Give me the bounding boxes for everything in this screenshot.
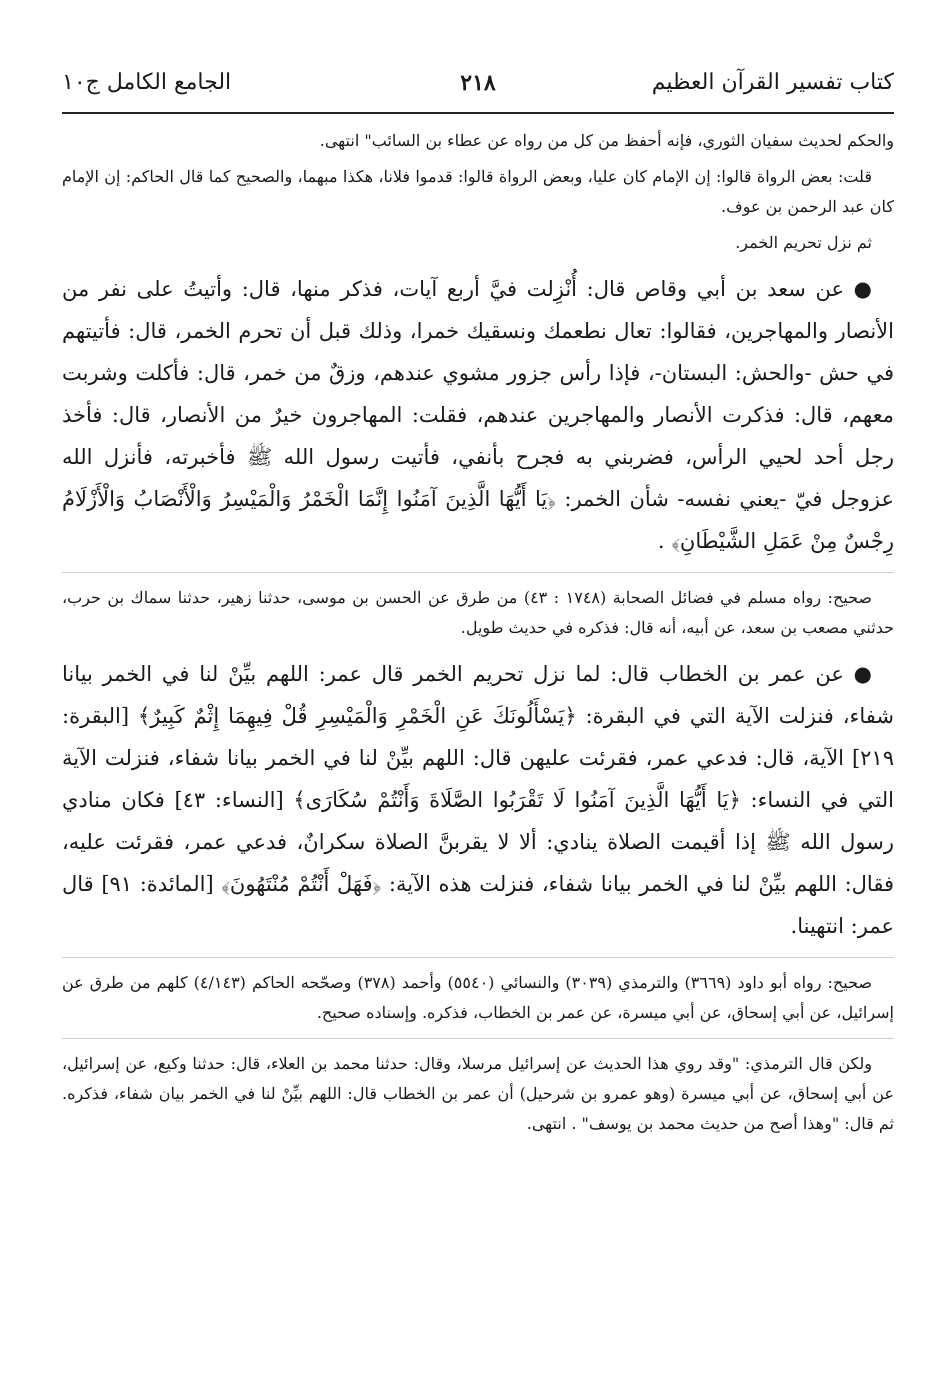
paragraph-2: قلت: بعض الرواة قالوا: إن الإمام كان عليا، وبعض الرواة قالوا: قدموا فلانا، هكذا مبهما، والصحيح كما قال الحاكم: إن الإمام كان عبد الرحمن بن عوف. <box>62 167 894 216</box>
hadith-1: ● عن سعد بن أبي وقاص قال: أُنْزِلت فيَّ أربع آيات، فذكر منها، قال: وأتيتُ على نفر من الأنصار والمهاجرين، فقالوا: تعال نطعمك ونسقيك خمرا، وذلك قبل أن تحرم الخمر، قال: فأتيتهم في حش -والحش: البستان-، فإذا رأس جزور مشوي عندهم، وزقٌ من خمر، قال: فأكلت وشربت معهم، قال: فذكرت الأنصار والمهاجرين عندهم، فقلت: المهاجرون خيرٌ من الأنصار، قال: فأخذ رجل أحد لحيي الرأس، فضربني به فجرح بأنفي، فأتيت رسول الله ﷺ فأخبرته، فأنزل الله عزوجل فيّ -يعني نفسه- شأن الخمر: ﴿يَا أَيُّهَا الَّذِينَ آمَنُوا إِنَّمَا الْخَمْرُ وَالْمَيْسِرُ وَالْأَنْصَابُ وَالْأَزْلَامُ رِجْسٌ مِنْ عَمَلِ الشَّيْطَانِ﴾ . <box>62 277 894 553</box>
separator <box>62 1038 894 1039</box>
tirmidhi-note: ولكن قال الترمذي: "وقد روي هذا الحديث عن إسرائيل مرسلا، وقال: حدثنا محمد بن العلاء، قال: حدثنا وكيع، عن إسرائيل، عن أبي إسحاق، عن أبي ميسرة (وهو عمرو بن شرحيل) أن عمر بن الخطاب قال: اللهم بيِّنْ لنا في الخمر بيان شفاء، فذكره. ثم قال: "وهذا أصح من حديث محمد بن يوسف" . انتهى. <box>62 1054 894 1133</box>
takhrij-1: صحيح: رواه مسلم في فضائل الصحابة (١٧٤٨ : ٤٣) من طرق عن الحسن بن موسى، حدثنا زهير، حدثنا سماك بن حرب، حدثني مصعب بن سعد، عن أبيه، أنه قال: فذكره في حديث طويل. <box>62 588 894 637</box>
book-page <box>62 60 894 1145</box>
page-body <box>62 114 894 1139</box>
page-number: ٢١٨ <box>460 70 496 96</box>
hadith-2: ● عن عمر بن الخطاب قال: لما نزل تحريم الخمر قال عمر: اللهم بيِّنْ لنا في الخمر بيانا شفاء، فنزلت الآية التي في البقرة: ﴿يَسْأَلُونَكَ عَنِ الْخَمْرِ وَالْمَيْسِرِ قُلْ فِيهِمَا إِثْمٌ كَبِيرٌ﴾ [البقرة: ٢١٩] الآية، قال: فدعي عمر، فقرئت عليهن قال: اللهم بيِّنْ لنا في الخمر بيانا شفاء، فنزلت الآية التي في النساء: ﴿يَا أَيُّهَا الَّذِينَ آمَنُوا لَا تَقْرَبُوا الصَّلَاةَ وَأَنْتُمْ سُكَارَى﴾ [النساء: ٤٣] فكان منادي رسول الله ﷺ إذا أقيمت الصلاة ينادي: ألا لا يقربنَّ الصلاة سكرانٌ، فدعي عمر، فقرئت عليه، فقال: اللهم بيِّنْ لنا في الخمر بيانا شفاء، فنزلت هذه الآية: ﴿فَهَلْ أَنْتُمْ مُنْتَهُونَ﴾ [المائدة: ٩١] قال عمر: انتهينا. <box>62 662 894 938</box>
separator <box>62 572 894 573</box>
takhrij-2: صحيح: رواه أبو داود (٣٦٦٩) والترمذي (٣٠٣٩) والنسائي (٥٥٤٠) وأحمد (٣٧٨) وصحّحه الحاكم (٤/١٤٣) كلهم من طرق عن إسرائيل، عن أبي إسحاق، عن أبي ميسرة، عن عمر بن الخطاب، فذكره. وإسناده صحيح. <box>62 973 894 1022</box>
separator <box>62 957 894 958</box>
book-title: كتاب تفسير القرآن العظيم <box>651 70 894 95</box>
paragraph-3: ثم نزل تحريم الخمر. <box>735 233 872 252</box>
volume-title: الجامع الكامل ج١٠ <box>62 70 232 95</box>
page-header <box>62 60 894 108</box>
paragraph-1: والحكم لحديث سفيان الثوري، فإنه أحفظ من كل من رواه عن عطاء بن السائب" انتهى. <box>319 131 894 150</box>
